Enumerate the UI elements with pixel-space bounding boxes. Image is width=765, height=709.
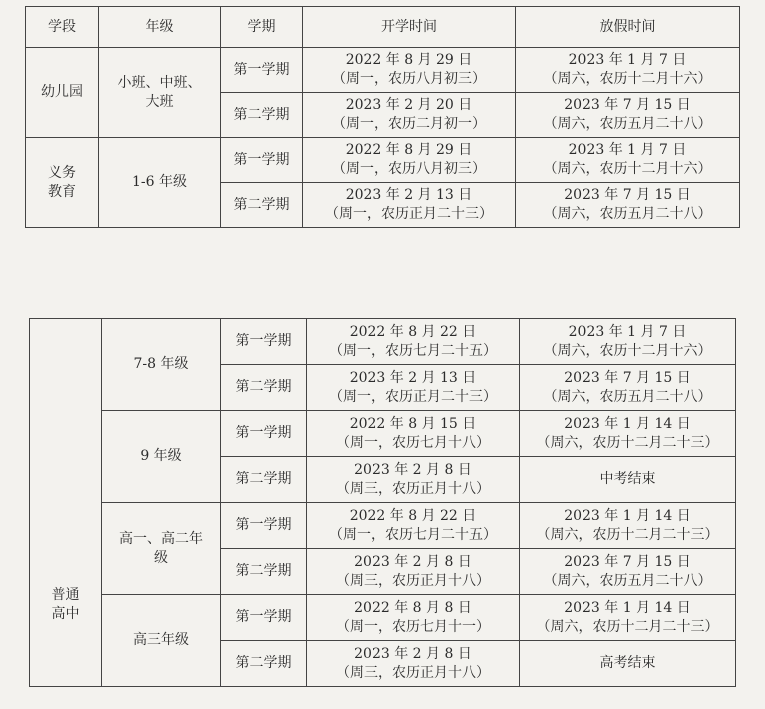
start-date-cell: 2023 年 2 月 8 日 （周三，农历正月十八） bbox=[307, 457, 520, 503]
header-start-date: 开学时间 bbox=[303, 7, 516, 48]
header-grade: 年级 bbox=[99, 7, 221, 48]
stage-cell: 普通 高中 bbox=[30, 319, 102, 687]
header-holiday-date: 放假时间 bbox=[516, 7, 740, 48]
term-cell: 第二学期 bbox=[221, 93, 303, 138]
holiday-date-cell: 2023 年 1 月 7 日 （周六，农历十二月十六） bbox=[516, 138, 740, 183]
calendar-table-primary bbox=[25, 6, 740, 228]
holiday-date-cell: 高考结束 bbox=[520, 641, 736, 687]
term-cell: 第一学期 bbox=[221, 48, 303, 93]
start-date-cell: 2023 年 2 月 8 日 （周三，农历正月十八） bbox=[307, 549, 520, 595]
term-cell: 第二学期 bbox=[221, 183, 303, 228]
term-cell: 第二学期 bbox=[221, 457, 307, 503]
holiday-date-cell: 2023 年 7 月 15 日 （周六，农历五月二十八） bbox=[520, 549, 736, 595]
start-date-cell: 2023 年 2 月 20 日 （周一，农历二月初一） bbox=[303, 93, 516, 138]
term-cell: 第一学期 bbox=[221, 595, 307, 641]
start-date-cell: 2022 年 8 月 8 日 （周一，农历七月十一） bbox=[307, 595, 520, 641]
calendar-table-secondary bbox=[29, 318, 736, 687]
header-stage: 学段 bbox=[26, 7, 99, 48]
term-cell: 第一学期 bbox=[221, 319, 307, 365]
start-date-cell: 2022 年 8 月 22 日 （周一，农历七月二十五） bbox=[307, 503, 520, 549]
holiday-date-cell: 中考结束 bbox=[520, 457, 736, 503]
stage-cell: 义务 教育 bbox=[26, 138, 99, 228]
term-cell: 第二学期 bbox=[221, 549, 307, 595]
table-row bbox=[26, 138, 740, 183]
holiday-date-cell: 2023 年 1 月 7 日 （周六，农历十二月十六） bbox=[520, 319, 736, 365]
start-date-cell: 2022 年 8 月 22 日 （周一，农历七月二十五） bbox=[307, 319, 520, 365]
table-row bbox=[30, 411, 736, 457]
term-cell: 第一学期 bbox=[221, 138, 303, 183]
grade-cell: 7-8 年级 bbox=[102, 319, 221, 411]
grade-cell: 9 年级 bbox=[102, 411, 221, 503]
start-date-cell: 2023 年 2 月 13 日 （周一，农历正月二十三） bbox=[307, 365, 520, 411]
term-cell: 第一学期 bbox=[221, 503, 307, 549]
holiday-date-cell: 2023 年 7 月 15 日 （周六，农历五月二十八） bbox=[516, 183, 740, 228]
holiday-date-cell: 2023 年 1 月 7 日 （周六，农历十二月十六） bbox=[516, 48, 740, 93]
holiday-date-cell: 2023 年 7 月 15 日 （周六，农历五月二十八） bbox=[520, 365, 736, 411]
header-term: 学期 bbox=[221, 7, 303, 48]
grade-cell: 高一、高二年 级 bbox=[102, 503, 221, 595]
table-row bbox=[30, 319, 736, 365]
table-row bbox=[30, 503, 736, 549]
start-date-cell: 2023 年 2 月 13 日 （周一，农历正月二十三） bbox=[303, 183, 516, 228]
grade-cell: 1-6 年级 bbox=[99, 138, 221, 228]
start-date-cell: 2022 年 8 月 15 日 （周一，农历七月十八） bbox=[307, 411, 520, 457]
table-header-row bbox=[26, 7, 740, 48]
holiday-date-cell: 2023 年 1 月 14 日 （周六，农历十二月二十三） bbox=[520, 595, 736, 641]
start-date-cell: 2023 年 2 月 8 日 （周三，农历正月十八） bbox=[307, 641, 520, 687]
stage-cell: 幼儿园 bbox=[26, 48, 99, 138]
table-row bbox=[30, 595, 736, 641]
term-cell: 第二学期 bbox=[221, 641, 307, 687]
start-date-cell: 2022 年 8 月 29 日 （周一，农历八月初三） bbox=[303, 48, 516, 93]
holiday-date-cell: 2023 年 1 月 14 日 （周六，农历十二月二十三） bbox=[520, 411, 736, 457]
grade-cell: 小班、中班、 大班 bbox=[99, 48, 221, 138]
table-row bbox=[26, 48, 740, 93]
start-date-cell: 2022 年 8 月 29 日 （周一，农历八月初三） bbox=[303, 138, 516, 183]
holiday-date-cell: 2023 年 1 月 14 日 （周六，农历十二月二十三） bbox=[520, 503, 736, 549]
grade-cell: 高三年级 bbox=[102, 595, 221, 687]
holiday-date-cell: 2023 年 7 月 15 日 （周六，农历五月二十八） bbox=[516, 93, 740, 138]
term-cell: 第一学期 bbox=[221, 411, 307, 457]
term-cell: 第二学期 bbox=[221, 365, 307, 411]
